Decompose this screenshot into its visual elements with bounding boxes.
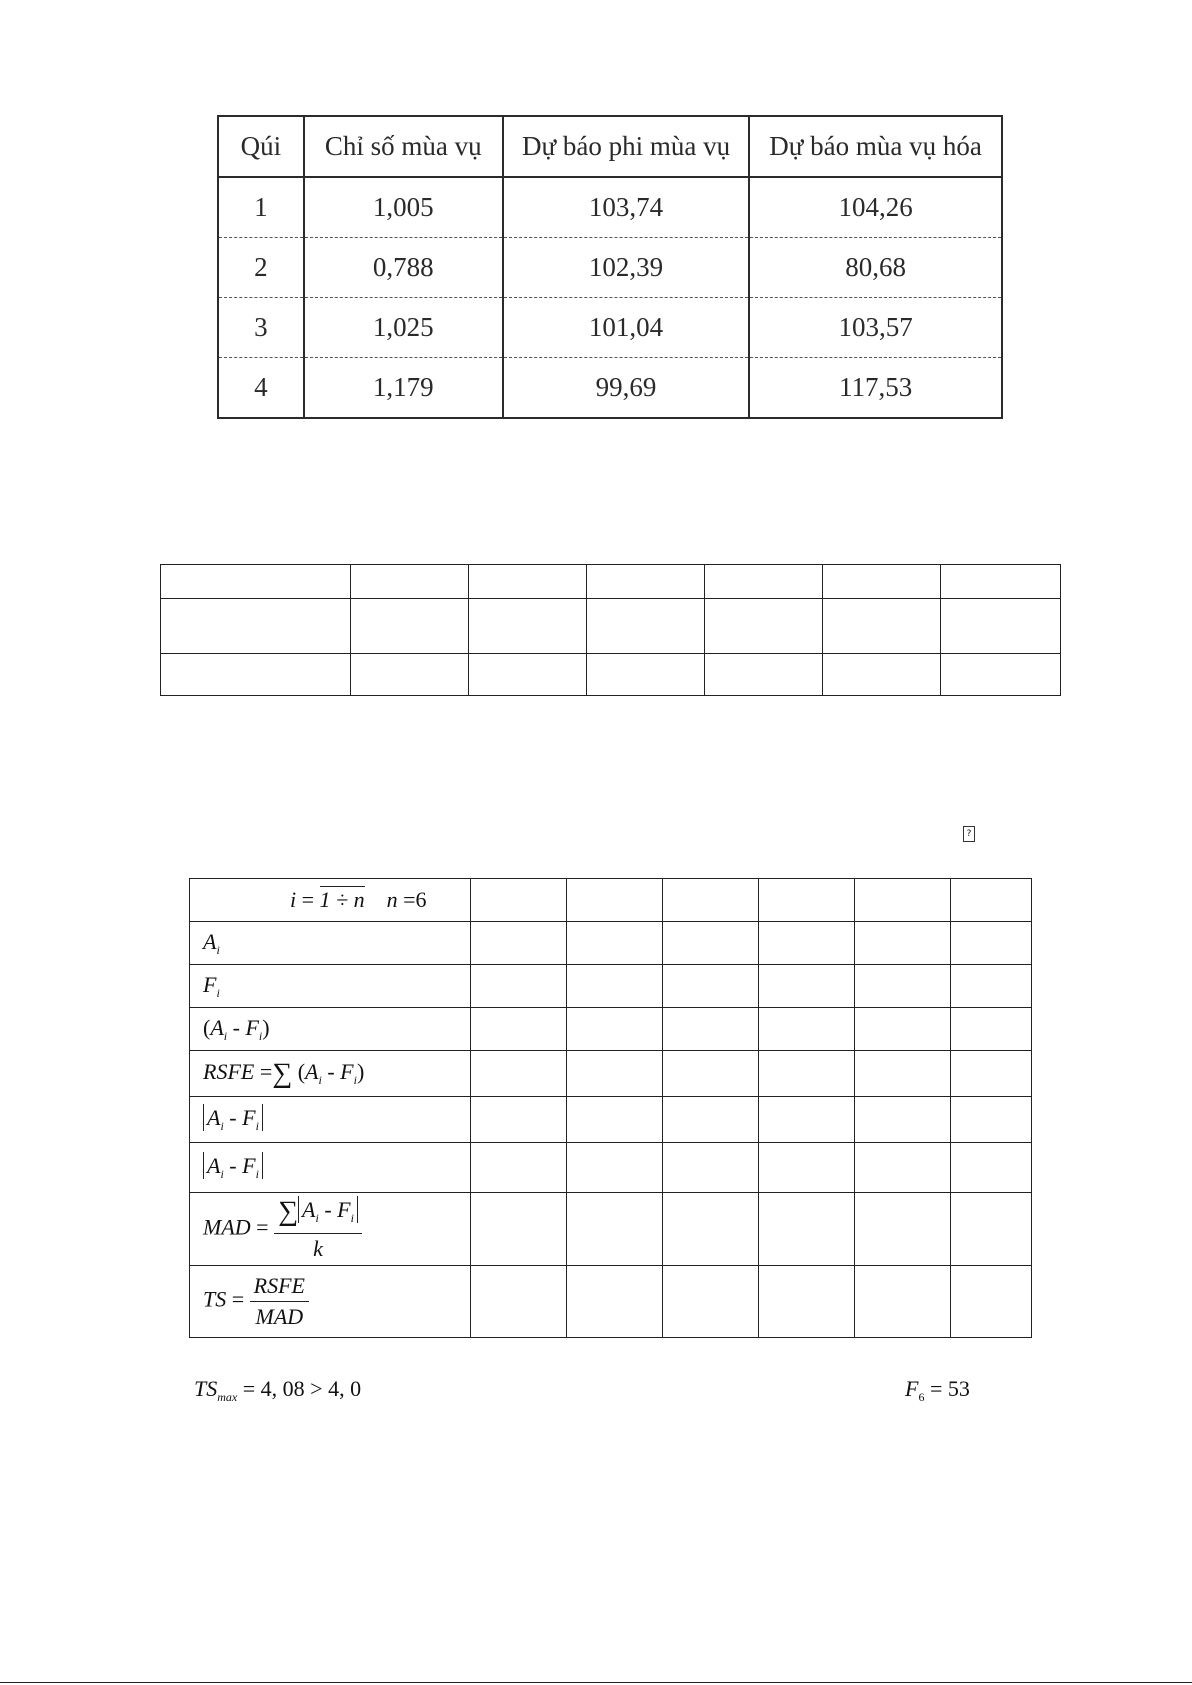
table-cell [855,1051,951,1097]
table-cell [351,654,469,696]
mad-fraction [274,1197,362,1262]
table-cell [663,1193,759,1266]
table-cell [471,1143,567,1193]
table-cell [855,1193,951,1266]
sigma-symbol: ∑ [272,1057,293,1089]
table-cell: 1,025 [304,298,503,358]
forecast-symbol: F [340,1058,354,1084]
actual-symbol: A [210,1014,224,1040]
table-cell [471,879,567,922]
index-range: 1 ÷ n [319,887,365,912]
subscript-i: i [223,1028,228,1043]
table-cell [663,965,759,1008]
table-header-row [218,116,1002,177]
minus-sign: - [229,1105,237,1130]
table-cell [951,1008,1032,1051]
table-cell [951,1097,1032,1143]
seasonal-forecast-table [217,115,1003,419]
label-abs-error [190,1097,471,1143]
abs-expression [203,1152,263,1179]
label-forecast [190,965,471,1008]
ts-numerator: RSFE [250,1273,309,1302]
table-cell [663,1097,759,1143]
label-abs-error-2 [190,1143,471,1193]
table-cell [587,654,705,696]
ts-symbol: TS [194,1376,218,1401]
subscript-i: i [353,1072,357,1087]
rsfe-symbol: RSFE [203,1058,255,1084]
table-cell [567,1266,663,1338]
table-cell [759,1008,855,1051]
label-ts [190,1266,471,1338]
index-header-cell [190,879,471,922]
table-row [218,358,1002,419]
paren-close: ) [356,1058,365,1084]
subscript-6: 6 [918,1390,925,1404]
table-row [218,238,1002,298]
table-cell [951,1266,1032,1338]
label-error [190,1008,471,1051]
subscript-i: i [315,1210,319,1225]
table-cell: 1,005 [304,177,503,238]
table-cell [567,1008,663,1051]
table-cell [567,1051,663,1097]
equals-sign: = [259,1058,273,1084]
ts-denominator: MAD [255,1304,304,1329]
paren-open: ( [297,1058,306,1084]
table-cell: 103,74 [503,177,749,238]
table-row-abs-error [190,1097,1032,1143]
col-header-seasonalized-forecast: Dự báo mùa vụ hóa [749,116,1002,177]
table-cell [855,922,951,965]
actual-symbol: A [203,928,217,954]
table-cell [855,1143,951,1193]
table-cell [951,965,1032,1008]
col-header-seasonal-index: Chỉ số mùa vụ [304,116,503,177]
col-header-deseasonalized-forecast: Dự báo phi mùa vụ [503,116,749,177]
subscript-i: i [258,1028,263,1043]
minus-sign: - [229,1153,237,1178]
table-cell [855,965,951,1008]
table-cell [471,1008,567,1051]
table-cell [567,879,663,922]
table-row-actual [190,922,1032,965]
table-cell [567,1143,663,1193]
mad-symbol: MAD [203,1214,251,1240]
actual-symbol: A [305,1058,319,1084]
table-row-ts [190,1266,1032,1338]
table-cell [759,1193,855,1266]
minus-sign: - [232,1014,240,1040]
table-cell [471,1266,567,1338]
table-cell [759,922,855,965]
col-header-quarter: Qúi [218,116,304,177]
n-eq: = [403,887,416,912]
subscript-i: i [255,1167,259,1181]
table-cell: 1,179 [304,358,503,419]
footer-rule [0,1682,1192,1683]
table-cell [941,565,1061,599]
table-cell [759,1266,855,1338]
abs-expression [203,1104,263,1131]
table-cell [663,1008,759,1051]
table-cell [705,565,823,599]
table-cell [469,599,587,654]
table-row-abs-error-2 [190,1143,1032,1193]
subscript-i: i [220,1167,224,1181]
table-cell [855,1008,951,1051]
table-cell [663,1051,759,1097]
subscript-i: i [318,1072,322,1087]
missing-glyph-box: ? [963,826,975,842]
table-cell [951,922,1032,965]
table-cell [567,965,663,1008]
table-cell: 117,53 [749,358,1002,419]
minus-sign: - [327,1058,335,1084]
table-cell [941,654,1061,696]
table-cell [471,1193,567,1266]
table-row [161,599,1061,654]
table-cell [351,565,469,599]
table-row-forecast [190,965,1032,1008]
table-cell [759,879,855,922]
ts-max-formula [194,1376,361,1405]
mad-denominator: k [313,1235,323,1261]
sigma-symbol: ∑ [278,1195,299,1227]
tracking-signal-table [189,878,1032,1338]
subscript-i: i [350,1210,354,1225]
table-cell: 1 [218,177,304,238]
mad-numerator [274,1197,362,1234]
table-cell [855,1097,951,1143]
actual-symbol: A [207,1153,221,1178]
table-cell: 3 [218,298,304,358]
subscript-i: i [220,1119,224,1133]
f6-expression: = 53 [929,1376,970,1401]
table-cell [759,1097,855,1143]
table-cell [469,654,587,696]
table-cell [823,654,941,696]
table-cell [567,1097,663,1143]
table-cell: 103,57 [749,298,1002,358]
n-var: n [386,887,398,912]
subscript-i: i [216,985,220,1000]
table-row [218,298,1002,358]
abs-expression [298,1196,358,1223]
table-row-mad [190,1193,1032,1266]
table-cell [567,1193,663,1266]
equals-sign: = [231,1286,245,1312]
table-cell [587,565,705,599]
label-mad [190,1193,471,1266]
table-cell [705,599,823,654]
label-actual [190,922,471,965]
index-eq: = [301,887,315,912]
table-cell [855,879,951,922]
subscript-i: i [216,942,220,957]
table-cell [663,1143,759,1193]
table-row-rsfe [190,1051,1032,1097]
table-cell [469,565,587,599]
empty-grid-table [160,564,1061,696]
ts-symbol: TS [203,1286,227,1312]
table-row [161,565,1061,599]
table-row [161,654,1061,696]
actual-symbol: A [302,1196,316,1222]
table-cell [587,599,705,654]
table-row-index [190,879,1032,922]
table-cell [705,654,823,696]
table-cell: 80,68 [749,238,1002,298]
table-cell [663,879,759,922]
table-cell [759,1143,855,1193]
table-cell [823,565,941,599]
ts-max-expression: = 4, 08 > 4, 0 [242,1376,362,1401]
table-cell: 101,04 [503,298,749,358]
table-cell: 99,69 [503,358,749,419]
table-cell [567,922,663,965]
label-rsfe [190,1051,471,1097]
table-cell [161,599,351,654]
table-cell [951,1193,1032,1266]
table-cell [663,922,759,965]
minus-sign: - [324,1196,332,1222]
index-var: i [290,887,297,912]
forecast-symbol: F [242,1105,256,1130]
table-row [218,177,1002,238]
subscript-max: max [217,1390,238,1404]
ts-fraction [250,1273,309,1330]
table-cell [951,1143,1032,1193]
forecast-symbol: F [203,971,217,997]
table-cell [855,1266,951,1338]
table-cell [823,599,941,654]
paren-open: ( [203,1014,211,1040]
table-cell [941,599,1061,654]
table-cell [759,1051,855,1097]
table-cell [471,1097,567,1143]
table-cell: 102,39 [503,238,749,298]
n-value: 6 [415,887,427,912]
f6-formula [905,1376,970,1405]
table-row-error [190,1008,1032,1051]
table-cell [161,565,351,599]
table-cell: 4 [218,358,304,419]
forecast-symbol: F [242,1153,256,1178]
table-cell [351,599,469,654]
equals-sign: = [256,1214,269,1240]
forecast-symbol: F [905,1376,919,1401]
actual-symbol: A [207,1105,221,1130]
forecast-symbol: F [337,1196,351,1222]
paren-close: ) [262,1014,270,1040]
table-cell [759,965,855,1008]
subscript-i: i [255,1119,259,1133]
table-cell [471,1051,567,1097]
forecast-symbol: F [245,1014,259,1040]
table-cell [471,965,567,1008]
table-cell [951,879,1032,922]
table-cell: 104,26 [749,177,1002,238]
table-cell: 0,788 [304,238,503,298]
table-cell: 2 [218,238,304,298]
table-cell [161,654,351,696]
table-cell [471,922,567,965]
table-cell [663,1266,759,1338]
table-cell [951,1051,1032,1097]
